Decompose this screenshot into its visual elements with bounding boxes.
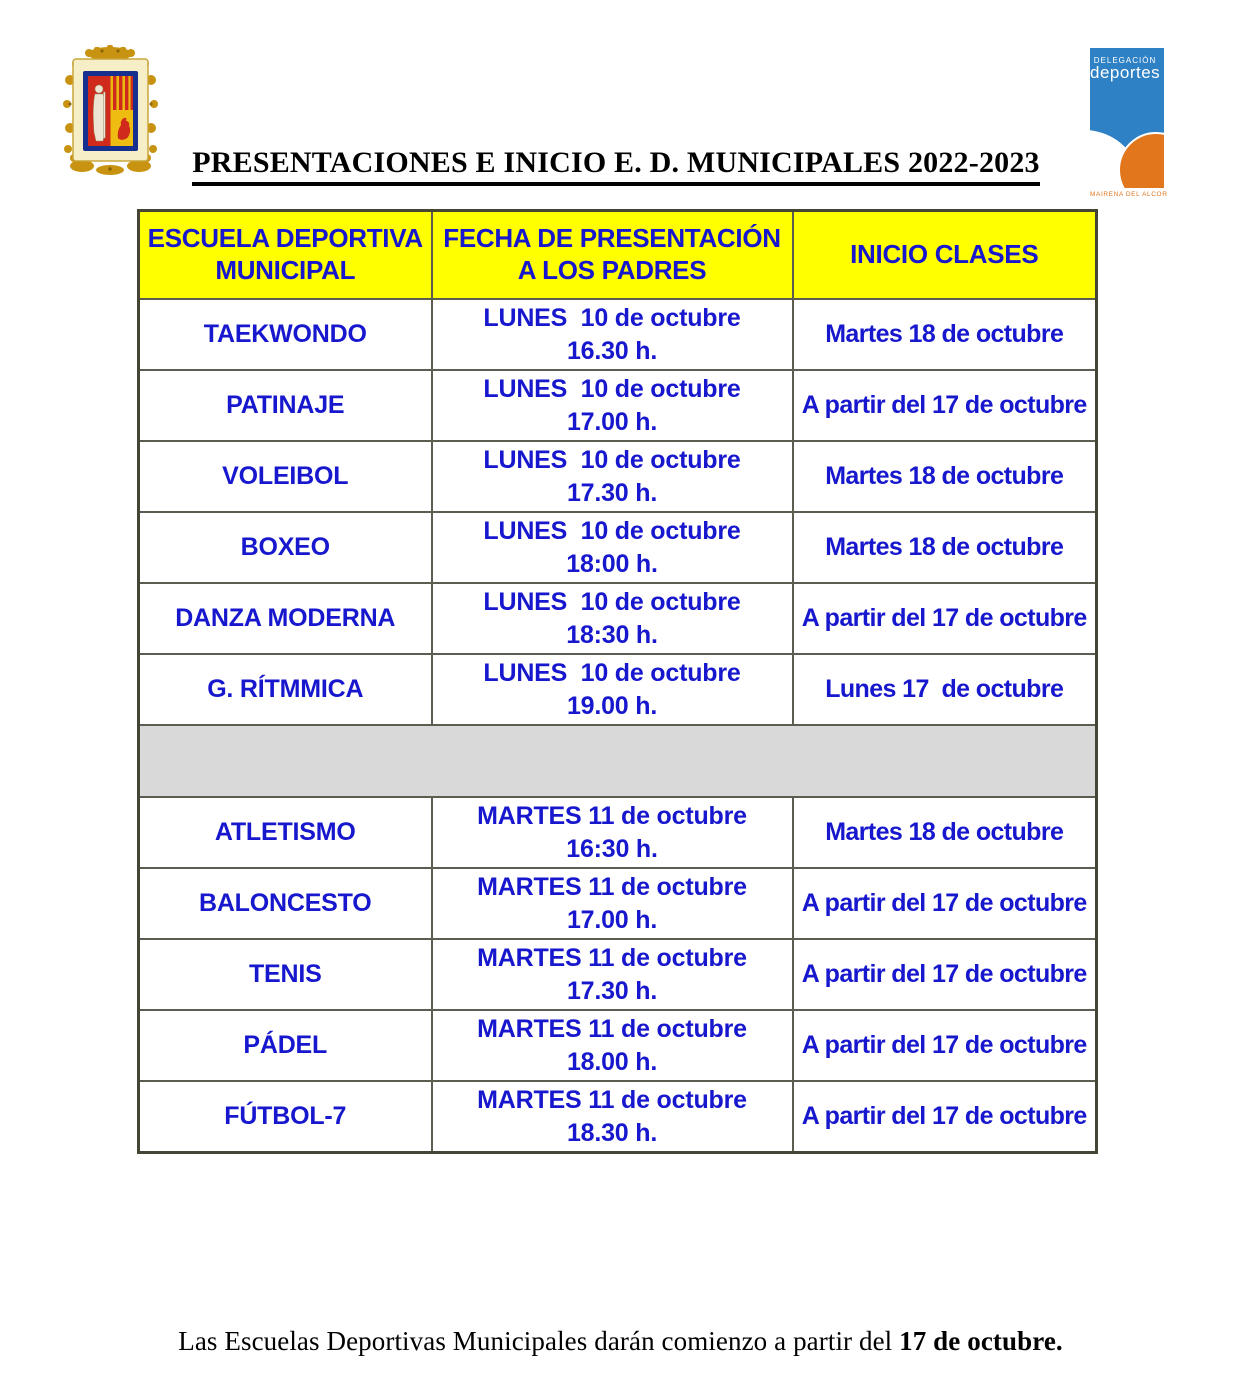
table-row [139,868,1097,939]
presentation-date-cell [432,299,793,370]
page-title: PRESENTACIONES E INICIO E. D. MUNICIPALES 2022-2023 [192,146,1040,186]
header-escuela: ESCUELA DEPORTIVA MUNICIPAL [139,211,432,300]
start-date-cell: A partir del 17 de octubre [793,1010,1097,1081]
presentation-date-cell [432,370,793,441]
presentation-time: 18:30 h. [566,620,658,649]
presentation-day: LUNES 10 de octubre [483,304,741,332]
table-row [139,299,1097,370]
table-row [139,441,1097,512]
table-row [139,797,1097,868]
school-cell: BOXEO [139,512,432,583]
delegacion-deportes-logo [1090,48,1168,199]
footer-bold-date: 17 de octubre. [899,1326,1063,1356]
deportes-label: deportes [1090,63,1161,82]
school-cell: TAEKWONDO [139,299,432,370]
school-cell: PATINAJE [139,370,432,441]
school-cell: TENIS [139,939,432,1010]
presentation-day: MARTES 11 de octubre [477,944,747,972]
separator-cell [139,725,1097,797]
table-row [139,1081,1097,1153]
presentation-time: 18.00 h. [566,1047,658,1076]
footer-note [0,1326,1241,1357]
presentation-date-cell [432,1081,793,1153]
presentation-day: MARTES 11 de octubre [477,873,747,901]
school-cell: PÁDEL [139,1010,432,1081]
presentation-date-cell [432,512,793,583]
start-date-cell: Martes 18 de octubre [793,797,1097,868]
start-date-cell: A partir del 17 de octubre [793,939,1097,1010]
header-fecha: FECHA DE PRESENTACIÓN A LOS PADRES [432,211,793,300]
presentation-time: 17.00 h. [566,905,658,934]
table-row [139,939,1097,1010]
start-date-cell: Martes 18 de octubre [793,299,1097,370]
delegacion-logo-box [1090,48,1164,188]
presentation-time: 17.00 h. [566,407,658,436]
logo-orange-circle [1118,132,1164,188]
delegacion-logo-text [1090,57,1160,81]
footer-text: Las Escuelas Deportivas Municipales darán comienzo a partir del [178,1326,900,1356]
presentation-time: 17.30 h. [566,478,658,507]
presentation-time: 18.30 h. [566,1118,658,1147]
start-date-cell: A partir del 17 de octubre [793,370,1097,441]
presentation-date-cell [432,868,793,939]
table-body [139,299,1097,1153]
presentation-time: 16.30 h. [566,336,658,365]
table-header-row [139,211,1097,300]
table-row [139,583,1097,654]
presentation-date-cell [432,654,793,725]
presentation-day: LUNES 10 de octubre [483,446,741,474]
presentation-date-cell [432,441,793,512]
presentation-date-cell [432,1010,793,1081]
presentation-day: LUNES 10 de octubre [483,588,741,616]
presentation-time: 18:00 h. [566,549,658,578]
school-cell: G. RÍTMMICA [139,654,432,725]
presentation-time: 16:30 h. [566,834,658,863]
separator-row [139,725,1097,797]
table-row [139,1010,1097,1081]
presentation-day: MARTES 11 de octubre [477,802,747,830]
school-cell: ATLETISMO [139,797,432,868]
school-cell: BALONCESTO [139,868,432,939]
schedule-table-container [137,209,1095,1154]
presentation-day: LUNES 10 de octubre [483,659,741,687]
school-cell: VOLEIBOL [139,441,432,512]
presentation-date-cell [432,797,793,868]
table-row [139,370,1097,441]
start-date-cell: A partir del 17 de octubre [793,1081,1097,1153]
logo-caption: MAIRENA DEL ALCOR [1090,191,1168,198]
presentation-date-cell [432,583,793,654]
table-row [139,654,1097,725]
start-date-cell: Martes 18 de octubre [793,441,1097,512]
school-cell: FÚTBOL-7 [139,1081,432,1153]
delegacion-label: DELEGACIÓN [1093,56,1157,65]
start-date-cell: A partir del 17 de octubre [793,868,1097,939]
presentation-day: MARTES 11 de octubre [477,1086,747,1114]
start-date-cell: Martes 18 de octubre [793,512,1097,583]
title-container [137,146,1095,186]
presentation-date-cell [432,939,793,1010]
start-date-cell: Lunes 17 de octubre [793,654,1097,725]
header-inicio: INICIO CLASES [793,211,1097,300]
table-row [139,512,1097,583]
school-cell: DANZA MODERNA [139,583,432,654]
presentation-day: LUNES 10 de octubre [483,375,741,403]
presentation-time: 19.00 h. [566,691,658,720]
start-date-cell: A partir del 17 de octubre [793,583,1097,654]
presentation-day: MARTES 11 de octubre [477,1015,747,1043]
presentation-time: 17.30 h. [566,976,658,1005]
presentation-day: LUNES 10 de octubre [483,517,741,545]
schedule-table [137,209,1098,1154]
